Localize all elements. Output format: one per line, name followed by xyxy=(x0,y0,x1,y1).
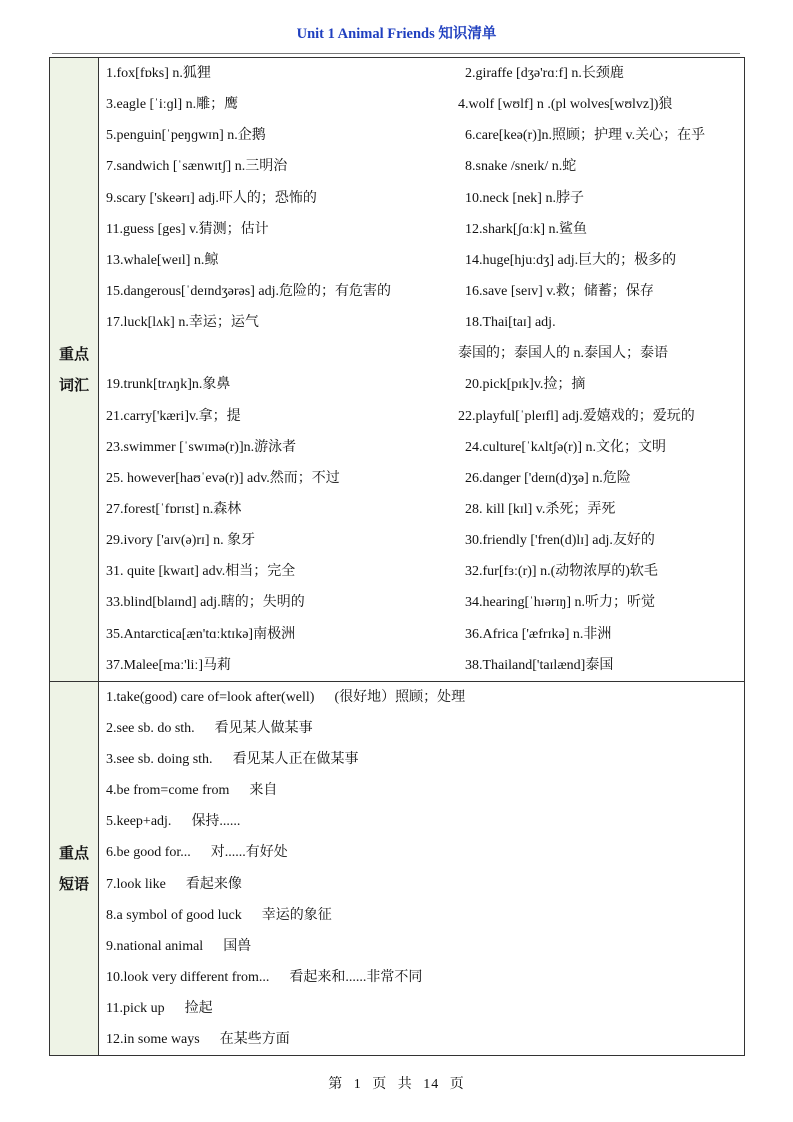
vocab-item: 18.Thai[taɪ] adj. xyxy=(465,315,556,331)
phrase-row xyxy=(99,806,744,837)
phrase-meaning: 看起来和......非常不同 xyxy=(289,969,423,985)
vocab-item: 21.carry['kæri]v.拿；提 xyxy=(106,408,241,424)
footer-total-word: 共 xyxy=(397,1077,413,1092)
phrase-meaning: 幸运的象征 xyxy=(261,907,332,923)
vocab-item: 24.culture[ˈkʌltʃə(r)] n.文化；文明 xyxy=(465,439,666,455)
phrase-row xyxy=(99,713,744,744)
vocab-row xyxy=(99,58,744,89)
footer-suffix: 页 xyxy=(449,1077,465,1092)
vocab-item: 10.neck [nek] n.脖子 xyxy=(465,190,584,206)
vocab-row xyxy=(99,151,744,182)
vocab-item: 28. kill [kɪl] v.杀死；弄死 xyxy=(465,501,616,517)
vocab-item: 16.save [seɪv] v.救；储蓄；保存 xyxy=(465,283,654,299)
vocab-row xyxy=(99,89,744,120)
vocab-item: 23.swimmer [ˈswɪmə(r)]n.游泳者 xyxy=(106,439,297,455)
phrases-category-label-1: 重点 xyxy=(58,843,89,862)
vocab-item: 22.playful[ˈpleɪfl] adj.爱嬉戏的；爱玩的 xyxy=(458,408,695,424)
vocab-item: 泰国的；泰国人的 n.泰国人；泰语 xyxy=(458,346,668,362)
phrase-term: 12.in some ways xyxy=(106,1032,200,1048)
vocab-item: 12.shark[ʃɑːk] n.鲨鱼 xyxy=(465,221,588,237)
vocab-item: 36.Africa ['æfrɪkə] n.非洲 xyxy=(465,626,612,642)
vocabulary-section xyxy=(50,58,745,682)
vocab-item: 38.Thailand['taɪlænd]泰国 xyxy=(465,657,614,673)
footer-page-number: 1 xyxy=(353,1077,362,1092)
knowledge-table xyxy=(49,57,745,1056)
phrase-meaning: 对......有好处 xyxy=(210,845,288,861)
vocab-item: 19.trunk[trʌŋk]n.象鼻 xyxy=(106,377,231,393)
phrase-term: 2.see sb. do sth. xyxy=(106,721,195,737)
phrase-term: 4.be from=come from xyxy=(106,783,230,799)
vocab-item: 8.snake /sneɪk/ n.蛇 xyxy=(465,159,577,175)
title-divider xyxy=(52,53,740,54)
phrase-meaning: (很好地）照顾；处理 xyxy=(334,690,466,705)
phrase-meaning: 看见某人做某事 xyxy=(214,721,313,737)
vocab-row xyxy=(99,556,744,587)
vocab-item: 15.dangerous[ˈdeɪndʒərəs] adj.危险的；有危害的 xyxy=(106,283,391,299)
phrase-term: 5.keep+adj. xyxy=(106,814,172,830)
phrase-row xyxy=(99,837,744,868)
vocab-item: 7.sandwich [ˈsænwɪtʃ] n.三明治 xyxy=(106,159,288,175)
vocab-item: 29.ivory ['aɪv(ə)rɪ] n. 象牙 xyxy=(106,533,256,549)
phrases-section xyxy=(50,682,745,1056)
vocab-item: 17.luck[lʌk] n.幸运；运气 xyxy=(106,315,259,331)
vocab-item: 30.friendly ['fren(d)lɪ] adj.友好的 xyxy=(465,533,655,549)
vocab-row xyxy=(99,276,744,307)
phrase-term: 7.look like xyxy=(106,876,166,892)
phrase-row xyxy=(99,962,744,993)
vocab-row xyxy=(99,619,744,650)
vocab-item: 13.whale[weɪl] n.鲸 xyxy=(106,252,219,268)
phrase-term: 8.a symbol of good luck xyxy=(106,907,242,923)
phrase-meaning: 在某些方面 xyxy=(219,1032,290,1048)
phrase-term: 11.pick up xyxy=(106,1000,165,1016)
vocab-row xyxy=(99,463,744,494)
vocab-item: 33.blind[blaɪnd] adj.瞎的；失明的 xyxy=(106,595,305,611)
vocab-item: 6.care[keə(r)]n.照顾；护理 v.关心；在乎 xyxy=(465,128,706,144)
vocab-item: 34.hearing[ˈhɪərɪŋ] n.听力；听觉 xyxy=(465,595,656,611)
phrase-row xyxy=(99,869,744,900)
vocab-row xyxy=(99,525,744,556)
phrase-term: 3.see sb. doing sth. xyxy=(106,752,213,768)
vocab-row xyxy=(99,369,744,400)
vocabulary-list xyxy=(99,58,745,682)
vocab-item: 14.huge[hjuːdʒ] adj.巨大的；极多的 xyxy=(465,252,677,268)
vocab-item: 20.pick[pɪk]v.捡；摘 xyxy=(465,377,586,393)
vocabulary-category-label-2: 词汇 xyxy=(58,375,89,394)
vocab-row xyxy=(99,587,744,618)
vocab-row xyxy=(99,120,744,151)
vocabulary-category-cell xyxy=(50,58,99,682)
vocab-row xyxy=(99,183,744,214)
vocab-row xyxy=(99,650,744,681)
phrase-row xyxy=(99,682,744,713)
vocab-row xyxy=(99,338,744,369)
phrase-term: 1.take(good) care of=look after(well) xyxy=(106,690,315,705)
vocab-row xyxy=(99,214,744,245)
page-title: Unit 1 Animal Friends 知识清单 xyxy=(296,26,497,42)
vocab-item: 26.danger ['deɪn(d)ʒə] n.危险 xyxy=(465,470,631,486)
phrases-category-label-2: 短语 xyxy=(58,874,89,893)
vocab-item: 9.scary ['skeərɪ] adj.吓人的；恐怖的 xyxy=(106,190,317,206)
phrase-meaning: 捡起 xyxy=(184,1000,213,1016)
vocabulary-category-label-1: 重点 xyxy=(58,344,89,363)
vocab-row xyxy=(99,432,744,463)
vocab-item: 3.eagle [ˈiːɡl] n.雕；鹰 xyxy=(106,97,239,113)
vocab-item: 1.fox[fɒks] n.狐狸 xyxy=(106,66,211,81)
phrase-meaning: 来自 xyxy=(249,783,278,799)
footer-total-pages: 14 xyxy=(423,1077,440,1092)
vocab-item: 32.fur[fɜː(r)] n.(动物浓厚的)软毛 xyxy=(465,564,658,580)
phrase-term: 6.be good for... xyxy=(106,845,191,861)
phrase-meaning: 看起来像 xyxy=(185,876,242,892)
vocab-item: 27.forest[ˈfɒrɪst] n.森林 xyxy=(106,501,242,517)
phrase-term: 10.look very different from... xyxy=(106,969,270,985)
phrases-category-cell xyxy=(50,682,99,1056)
phrase-meaning: 保持...... xyxy=(191,814,241,830)
phrase-row xyxy=(99,900,744,931)
phrase-meaning: 看见某人正在做某事 xyxy=(232,752,359,768)
vocab-row xyxy=(99,494,744,525)
phrase-meaning: 国兽 xyxy=(223,938,252,954)
page-footer xyxy=(0,1073,793,1093)
vocab-item: 4.wolf [wʊlf] n .(pl wolves[wʊlvz])狼 xyxy=(458,97,673,113)
footer-page-word: 页 xyxy=(372,1077,388,1092)
phrase-term: 9.national animal xyxy=(106,938,204,954)
vocab-item: 31. quite [kwaɪt] adv.相当；完全 xyxy=(106,564,296,580)
phrase-row xyxy=(99,993,744,1024)
footer-prefix: 第 xyxy=(328,1077,344,1092)
vocab-item: 37.Malee[maː'liː]马莉 xyxy=(106,657,231,673)
vocab-row xyxy=(99,401,744,432)
vocab-item: 2.giraffe [dʒə'rɑːf] n.长颈鹿 xyxy=(465,66,624,81)
phrase-row xyxy=(99,931,744,962)
vocab-item: 5.penguin[ˈpeŋɡwɪn] n.企鹅 xyxy=(106,128,266,144)
vocab-row xyxy=(99,245,744,276)
phrase-row xyxy=(99,775,744,806)
vocab-item: 35.Antarctica[æn'tɑːktɪkə]南极洲 xyxy=(106,626,296,642)
phrase-row xyxy=(99,744,744,775)
phrase-row xyxy=(99,1024,744,1055)
vocab-item: 11.guess [ges] v.猜测；估计 xyxy=(106,221,269,237)
phrases-list xyxy=(99,682,745,1056)
vocab-item: 25. however[haʊˈevə(r)] adv.然而；不过 xyxy=(106,470,340,486)
vocab-row xyxy=(99,307,744,338)
